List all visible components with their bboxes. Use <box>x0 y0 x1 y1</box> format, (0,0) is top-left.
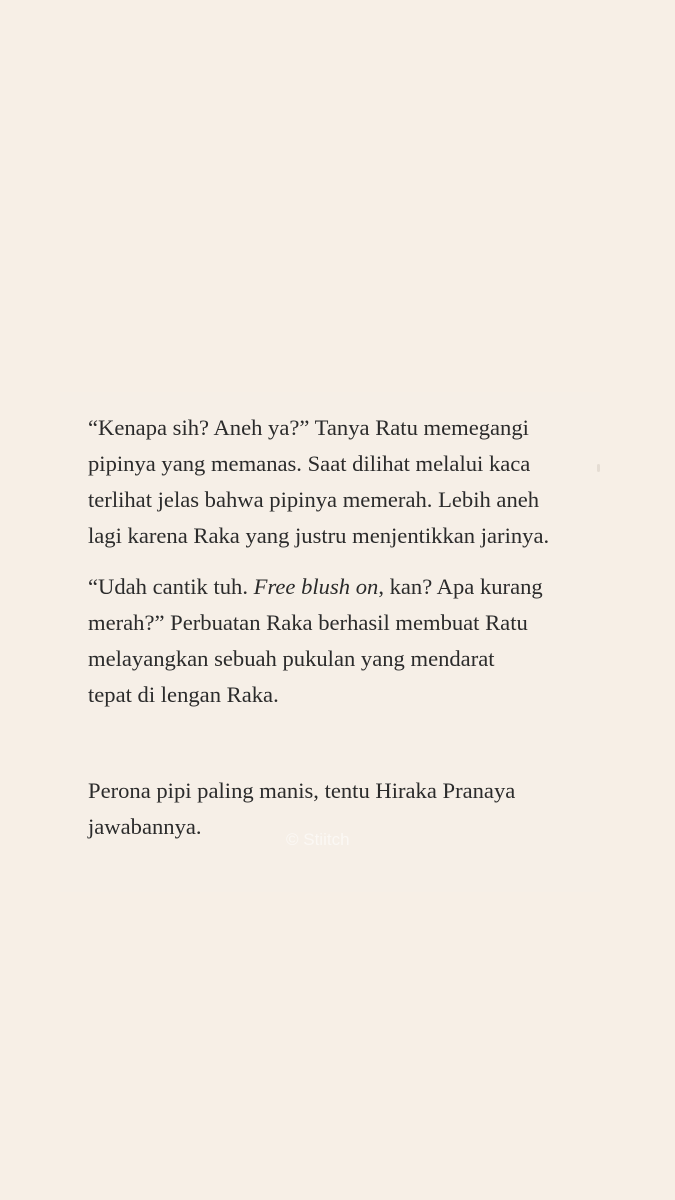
italic-phrase: Free blush on <box>253 574 379 599</box>
text-line: Perona pipi paling manis, tentu Hiraka Pranaya <box>88 778 516 803</box>
text-line <box>88 569 628 605</box>
text-line: lagi karena Raka yang justru menjentikkan jarinya. <box>88 523 550 548</box>
text-segment: , kan? Apa kurang <box>378 574 543 599</box>
text-line: merah?” Perbuatan Raka berhasil membuat Ratu <box>88 610 528 635</box>
text-line: melayangkan sebuah pukulan yang mendarat <box>88 646 495 671</box>
story-text <box>88 410 628 845</box>
text-line: tepat di lengan Raka. <box>88 682 279 707</box>
text-line: terlihat jelas bahwa pipinya memerah. Lebih aneh <box>88 487 540 512</box>
text-line: “Kenapa sih? Aneh ya?” Tanya Ratu memegangi <box>88 415 529 440</box>
watermark: © Stiitch <box>286 830 350 849</box>
text-segment: “Udah cantik tuh. <box>88 574 254 599</box>
text-line: pipinya yang memanas. Saat dilihat melalui kaca <box>88 451 531 476</box>
text-line: jawabannya. <box>88 814 202 839</box>
